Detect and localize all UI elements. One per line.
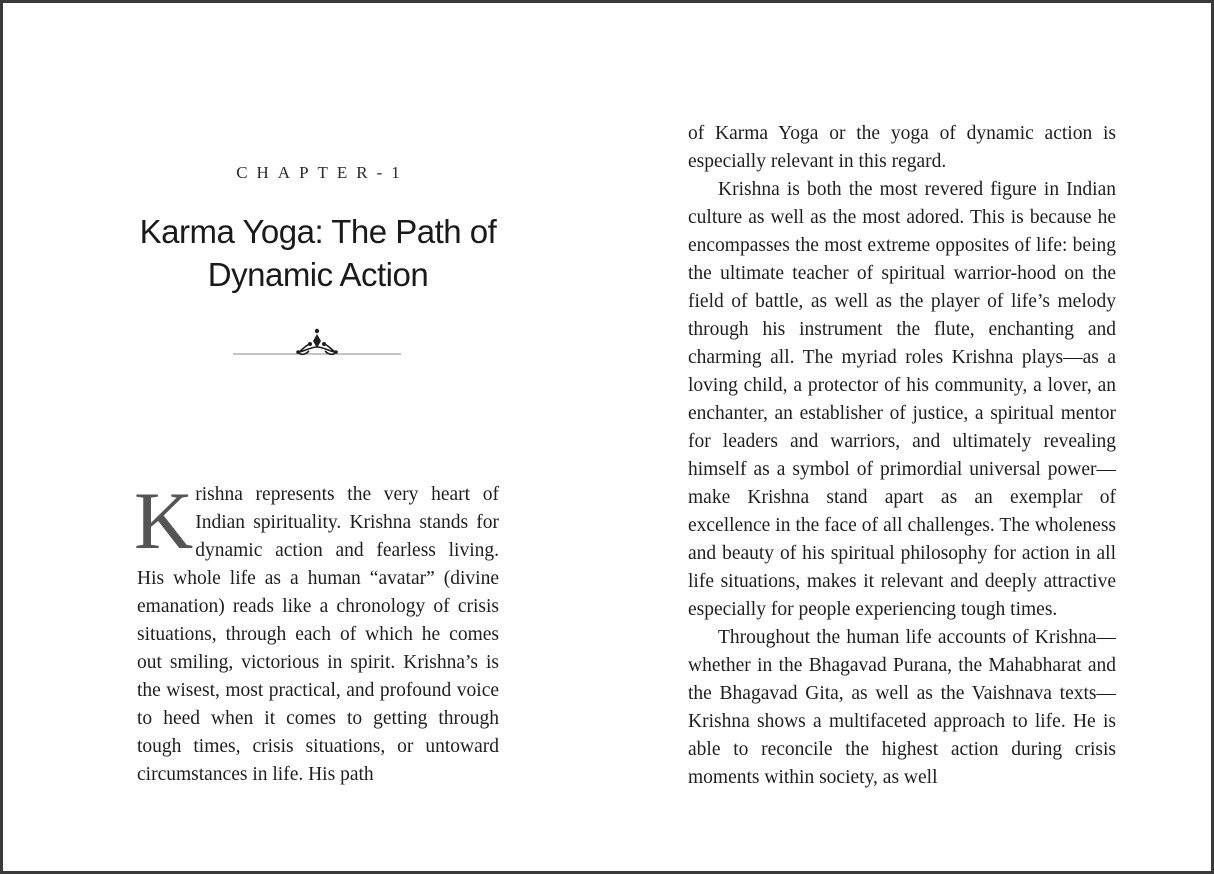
paragraph-continuation: of Karma Yoga or the yoga of dynamic action is especially relevant in this regard. [688,123,1116,172]
chapter-label: CHAPTER-1 [236,163,409,182]
paragraph-krishna-revered: Krishna is both the most revered figure in Indian culture as well as the most adored. This is because he encompasses the most extreme opposites of life: being the ultimate teacher of spiritual warrior-hood on the field of battle, as well as the player of life’s melody through his instrument the flute, enchanting and charming all. The myriad roles Krishna plays—as a loving child, a protector of his community, a lover, an enchanter, an establisher of justice, a spiritual mentor for leaders and warriors, and ultimately revealing himself as a symbol of primordial universal power—make Krishna stand apart as an exemplar of excellence in the face of all challenges. The wholeness and beauty of his spiritual philosophy for action in all life situations, makes it relevant and deeply attractive especially for people experiencing tough times. [688,179,1116,620]
right-body-text [688,120,1116,792]
left-page [3,3,610,871]
chapter-title-line-1: Karma Yoga: The Path of [139,213,497,250]
left-body-text [134,475,499,789]
flourish-divider-icon [233,325,401,359]
chapter-title-line-2: Dynamic Action [207,256,429,293]
chapter-title [123,210,513,296]
paragraph-throughout: Throughout the human life accounts of Krishna—whether in the Bhagavad Purana, the Mahabharat and the Bhagavad Gita, as well as the Vaishnava texts—Krishna shows a multifaceted approach to life. He is able to reconcile the highest action during crisis moments within society, as well [688,627,1116,788]
drop-cap: K [134,475,194,566]
left-paragraph: rishna represents the very heart of Indian spirituality. Krishna stands for dynamic action and fearless living. His whole life as a human “avatar” (divine emanation) reads like a chronology of crisis situations, through each of which he comes out smiling, victorious in spirit. Krishna’s is the wisest, most practical, and profound voice to heed when it comes to getting through tough times, crisis situations, or untoward circumstances in life. His path [137,484,499,785]
